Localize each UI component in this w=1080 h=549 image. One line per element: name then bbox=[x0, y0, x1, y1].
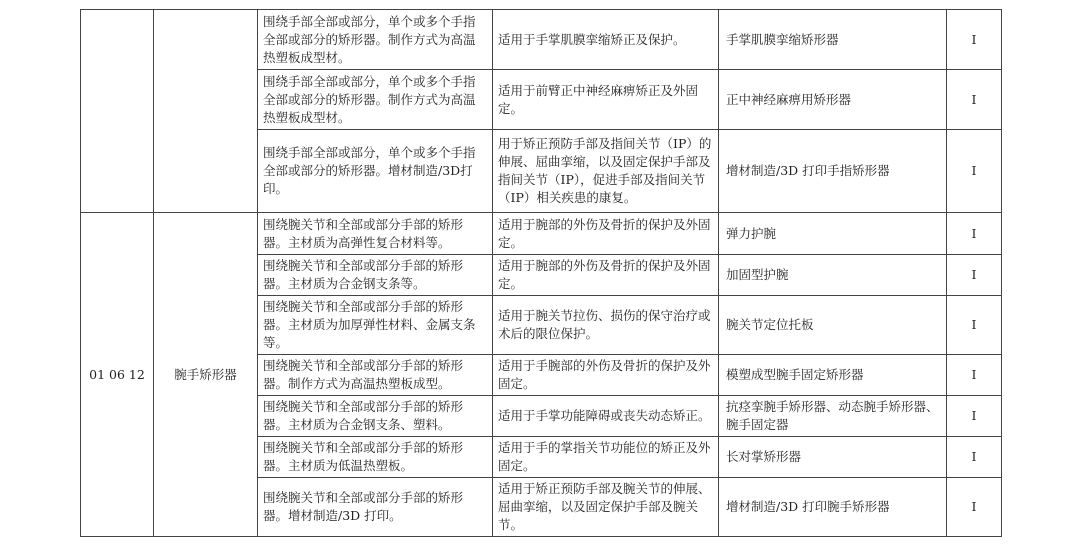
class-cell: I bbox=[947, 396, 1002, 437]
product-name-cell: 长对掌矫形器 bbox=[719, 437, 947, 478]
description-cell: 围绕腕关节和全部或部分手部的矫形器。主材质为高弹性复合材料等。 bbox=[258, 213, 493, 255]
intended-use-cell: 适用于矫正预防手部及腕关节的伸展、屈曲挛缩，以及固定保护手部及腕关节。 bbox=[493, 478, 719, 537]
intended-use-cell: 适用于腕部的外伤及骨折的保护及外固定。 bbox=[493, 255, 719, 296]
description-cell: 围绕腕关节和全部或部分手部的矫形器。制作方式为高温热塑板成型。 bbox=[258, 355, 493, 396]
description-cell: 围绕腕关节和全部或部分手部的矫形器。主材质为低温热塑板。 bbox=[258, 437, 493, 478]
class-cell: I bbox=[947, 255, 1002, 296]
product-code-cell bbox=[81, 10, 154, 213]
class-cell: I bbox=[947, 10, 1002, 70]
table-row bbox=[81, 213, 1002, 255]
class-cell: I bbox=[947, 130, 1002, 213]
description-cell: 围绕腕关节和全部或部分手部的矫形器。主材质为加厚弹性材料、金属支条等。 bbox=[258, 296, 493, 355]
device-classification-table bbox=[80, 9, 1002, 537]
product-name-cell: 增材制造/3D 打印腕手矫形器 bbox=[719, 478, 947, 537]
description-cell: 围绕手部全部或部分，单个或多个手指全部或部分的矫形器。制作方式为高温热塑板成型材。 bbox=[258, 70, 493, 130]
intended-use-cell: 适用于手掌肌膜挛缩矫正及保护。 bbox=[493, 10, 719, 70]
intended-use-cell: 适用于手的掌指关节功能位的矫正及外固定。 bbox=[493, 437, 719, 478]
intended-use-cell: 用于矫正预防手部及指间关节（IP）的伸展、屈曲挛缩，以及固定保护手部及指间关节（IP），促进手部及指间关节（IP）相关疾患的康复。 bbox=[493, 130, 719, 213]
class-cell: I bbox=[947, 478, 1002, 537]
category-cell: 腕手矫形器 bbox=[154, 213, 258, 537]
class-cell: I bbox=[947, 70, 1002, 130]
class-cell: I bbox=[947, 355, 1002, 396]
product-name-cell: 手掌肌膜挛缩矫形器 bbox=[719, 10, 947, 70]
intended-use-cell: 适用于手腕部的外伤及骨折的保护及外固定。 bbox=[493, 355, 719, 396]
class-cell: I bbox=[947, 437, 1002, 478]
product-name-cell: 加固型护腕 bbox=[719, 255, 947, 296]
product-name-cell: 抗痉挛腕手矫形器、动态腕手矫形器、腕手固定器 bbox=[719, 396, 947, 437]
intended-use-cell: 适用于手掌功能障碍或丧失动态矫正。 bbox=[493, 396, 719, 437]
product-name-cell: 腕关节定位托板 bbox=[719, 296, 947, 355]
product-code-cell: 01 06 12 bbox=[81, 213, 154, 537]
class-cell: I bbox=[947, 296, 1002, 355]
table-row bbox=[81, 10, 1002, 70]
description-cell: 围绕腕关节和全部或部分手部的矫形器。主材质为合金钢支条等。 bbox=[258, 255, 493, 296]
class-cell: I bbox=[947, 213, 1002, 255]
category-cell bbox=[154, 10, 258, 213]
description-cell: 围绕腕关节和全部或部分手部的矫形器。增材制造/3D 打印。 bbox=[258, 478, 493, 537]
description-cell: 围绕腕关节和全部或部分手部的矫形器。主材质为合金钢支条、塑料。 bbox=[258, 396, 493, 437]
product-name-cell: 增材制造/3D 打印手指矫形器 bbox=[719, 130, 947, 213]
product-name-cell: 模塑成型腕手固定矫形器 bbox=[719, 355, 947, 396]
description-cell: 围绕手部全部或部分，单个或多个手指全部或部分的矫形器。制作方式为高温热塑板成型材。 bbox=[258, 10, 493, 70]
intended-use-cell: 适用于腕部的外伤及骨折的保护及外固定。 bbox=[493, 213, 719, 255]
product-name-cell: 正中神经麻痹用矫形器 bbox=[719, 70, 947, 130]
description-cell: 围绕手部全部或部分，单个或多个手指全部或部分的矫形器。增材制造/3D打印。 bbox=[258, 130, 493, 213]
product-name-cell: 弹力护腕 bbox=[719, 213, 947, 255]
intended-use-cell: 适用于前臂正中神经麻痹矫正及外固定。 bbox=[493, 70, 719, 130]
intended-use-cell: 适用于腕关节拉伤、损伤的保守治疗或术后的限位保护。 bbox=[493, 296, 719, 355]
